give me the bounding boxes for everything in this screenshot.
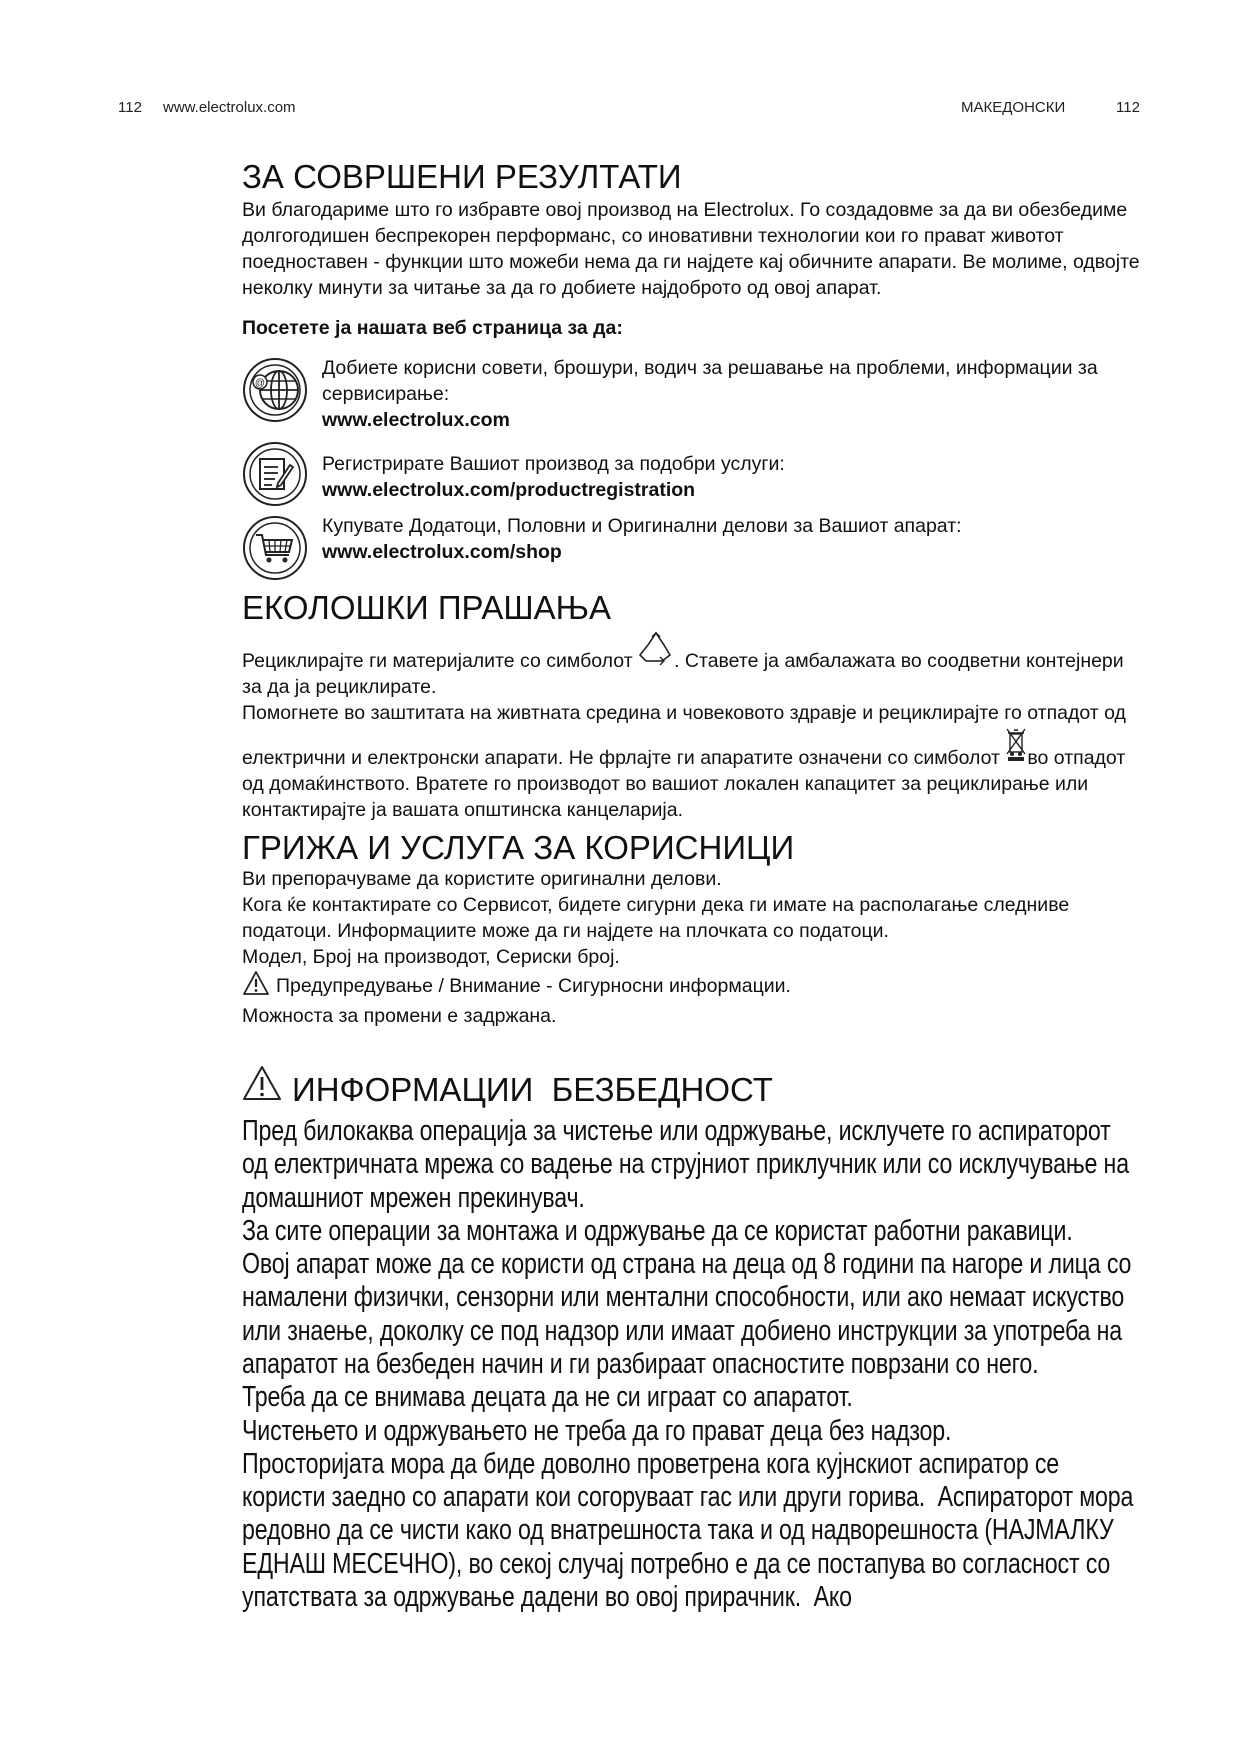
warning-icon: [242, 970, 270, 1003]
service-item-shop: [242, 515, 1142, 581]
service-link[interactable]: www.electrolux.com/productregistration: [322, 478, 696, 501]
service-link[interactable]: www.electrolux.com/shop: [322, 540, 562, 563]
care-section: [242, 831, 1142, 1029]
safety-paragraph-3: Овој апарат може да се користи од страна на деца од 8 години па нагоре и лица со намалени физички, сензорни или ментални способности, или ако немаат искуство или знаење, доколку се под надзор или имаат добиено инструкции за употреба на апаратот на безбеден начин и ги разбираат опасностите поврзани со него.: [242, 1248, 1132, 1380]
page-number-right: 112: [1116, 99, 1140, 116]
page-content: [242, 160, 1142, 1614]
safety-heading-text: ИНФОРМАЦИИ БЕЗБЕДНОСТ: [292, 1070, 773, 1108]
registration-icon: [242, 441, 308, 507]
service-text-shop: [322, 515, 962, 565]
eco-p2-after: во отпадот од домаќинството. Вратете го производот во вашиот локален капацитет за рециклирање или контактирајте ја вашата општинска канцеларија.: [242, 747, 1126, 822]
recycle-icon: [638, 631, 674, 674]
eco-paragraph-2: [242, 700, 1142, 823]
visit-label: Посетете ја нашата веб страница за да:: [242, 316, 623, 339]
safety-section: [242, 1065, 1142, 1614]
care-line-1: Ви препорачуваме да користите оригинални делови.: [242, 867, 722, 890]
header-website[interactable]: www.electrolux.com: [163, 99, 296, 116]
safety-paragraph-2: За сите операции за монтажа и одржување да се користат работни ракавици.: [242, 1214, 1073, 1247]
safety-paragraph-1: Пред билокаква операција за чистење или одржување, исклучете го аспираторот од електричната мрежа со вадење на струјниот приклучник или со исклучување на домашниот мрежен прекинувач.: [242, 1114, 1129, 1214]
care-warning: [242, 970, 1142, 1003]
warning-icon: [242, 1065, 282, 1109]
safety-paragraph-5: Чистењето и одржувањето не треба да го прават деца без надзор.: [242, 1414, 952, 1447]
safety-paragraph-4: Треба да се внимава децата да не си играат со апаратот.: [242, 1381, 853, 1414]
care-line-4: Можноста за промени е задржана.: [242, 1004, 557, 1027]
service-item-tips: [242, 357, 1142, 433]
care-line-3: Модел, Број на производот, Сериски број.: [242, 945, 620, 968]
safety-body: [242, 1115, 1142, 1614]
perfect-results-intro: Ви благодариме што го избравте овој производ на Electrolux. Го создадовме за да ви обезбедиме долгогодишен беспрекорен перформанс, со иновативни технологии кои го прават животот поедноставен - функции што можеби нема да ги најдете кај обичните апарати. Ве молиме, одвојте неколку минути за читање за да го добиете најдоброто од овој апарат.: [242, 198, 1140, 299]
eco-p1-after: . Ставете ја амбалажата во соодветни контејнери за да ја рециклирате.: [242, 650, 1124, 699]
globe-icon: [242, 357, 308, 423]
eco-p2-before: Помогнете во заштитата на живтната средина и човековото здравје и рециклирајте го отпадот од електрични и електронски апарати. Не фрлајте ги апаратите означени со симболот: [242, 702, 1126, 770]
header-language: МАКЕДОНСКИ: [961, 99, 1066, 116]
service-text-tips: [322, 357, 1142, 433]
care-heading: ГРИЖА И УСЛУГА ЗА КОРИСНИЦИ: [242, 829, 795, 867]
service-description: Регистрирате Вашиот производ за подобри услуги:: [322, 452, 785, 475]
service-item-registration: [242, 441, 1142, 507]
perfect-results-heading: ЗА СОВРШЕНИ РЕЗУЛТАТИ: [242, 158, 682, 195]
service-text-registration: [322, 441, 785, 503]
eco-p1-before: Рециклирајте ги материјалите со симболот: [242, 650, 633, 673]
safety-paragraph-6: Просторијата мора да биде доволно проветрена кога кујнскиот аспиратор се користи заедно со апарати кои согоруваат гас или други горива. Аспираторот мора редовно да се чисти како од внатрешноста така и од надворешноста (НАЈМАЛКУ ЕДНАШ МЕСЕЧНО), во секој случај потребно е да се постапува во согласност со упатствата за одржување дадени во овој прирачник. Ако: [242, 1447, 1140, 1614]
eco-section: [242, 588, 1142, 824]
safety-heading: [242, 1065, 1142, 1109]
page-number-left: 112: [118, 99, 142, 116]
eco-paragraph-1: [242, 631, 1142, 700]
care-warning-text: Предупредување / Внимание - Сигурносни информации.: [276, 975, 791, 998]
service-description: Купувате Додатоци, Половни и Оригинални делови за Вашиот апарат:: [322, 514, 962, 537]
weee-bin-icon: [1005, 726, 1027, 771]
eco-heading: ЕКОЛОШКИ ПРАШАЊА: [242, 588, 611, 626]
service-description: Добиете корисни совети, брошури, водич за решавање на проблеми, информации за сервисирање:: [322, 356, 1098, 405]
shopping-cart-icon: [242, 515, 308, 581]
perfect-results-section: [242, 160, 1142, 581]
service-link[interactable]: www.electrolux.com: [322, 408, 510, 431]
svg-text:@: @: [254, 377, 266, 389]
care-line-2: Кога ќе контактирате со Сервисот, бидете сигурни дека ги имате на располагање следниве податоци. Информациите може да ги најдете на плочката со податоци.: [242, 893, 1070, 942]
